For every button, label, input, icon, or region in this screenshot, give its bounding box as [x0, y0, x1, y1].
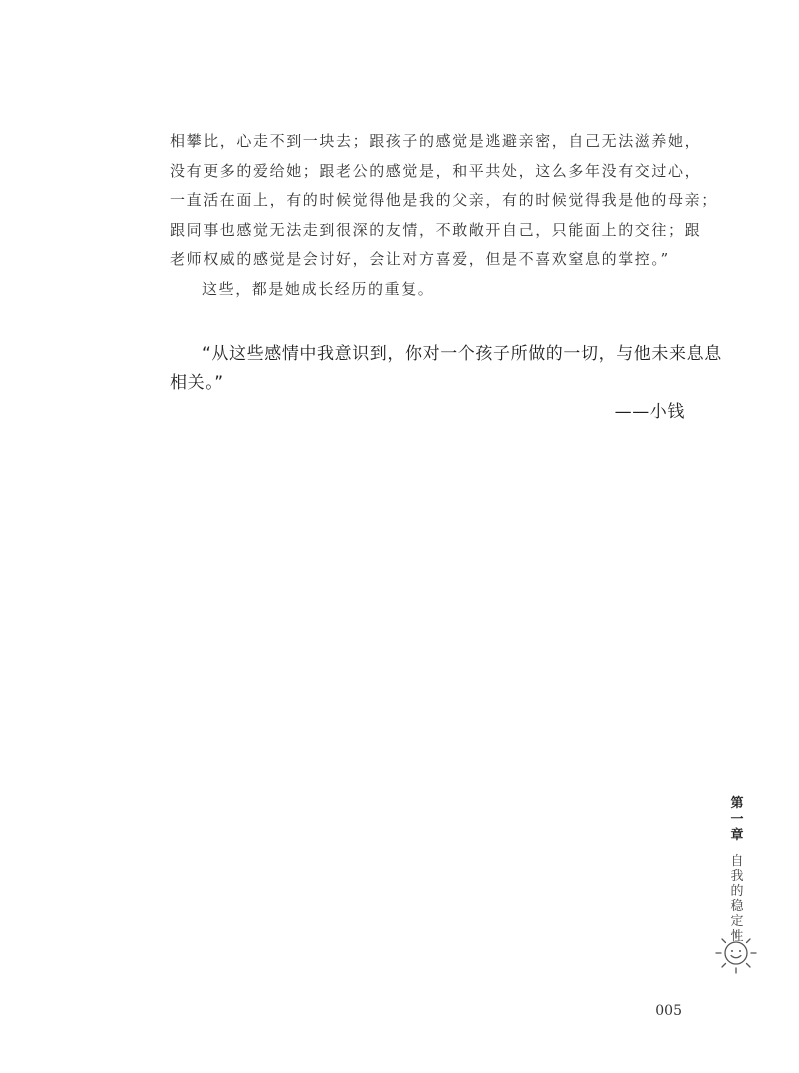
body-paragraph-2: 这些，都是她成长经历的重复。 — [202, 279, 435, 298]
chapter-number: 第一章 — [730, 796, 744, 843]
pull-quote — [170, 340, 722, 427]
smiling-sun-icon — [713, 930, 759, 976]
chapter-sidebar — [726, 796, 748, 944]
quote-line-1: “从这些感情中我意识到，你对一个孩子所做的一切，与他未来息息 — [202, 344, 722, 364]
body-line-2: 没有更多的爱给她；跟老公的感觉是，和平共处，这么多年没有交过心， — [170, 161, 702, 180]
body-line-4: 跟同事也感觉无法走到很深的友情，不敢敞开自己，只能面上的交往；跟 — [170, 220, 702, 239]
body-line-3: 一直活在面上，有的时候觉得他是我的父亲，有的时候觉得我是他的母亲； — [170, 191, 718, 209]
body-line-1: 相攀比，心走不到一块去；跟孩子的感觉是逃避亲密，自己无法滋养她， — [170, 132, 702, 150]
body-paragraph — [170, 127, 718, 304]
quote-line-2: 相关。” — [170, 373, 224, 393]
chapter-title: 自我的稳定性 — [730, 854, 744, 944]
page-number: 005 — [655, 1003, 682, 1019]
body-line-5: 老师权威的感觉是会讨好，会让对方喜爱，但是不喜欢窒息的掌控。” — [170, 250, 670, 268]
quote-author: ——小钱 — [614, 402, 685, 422]
